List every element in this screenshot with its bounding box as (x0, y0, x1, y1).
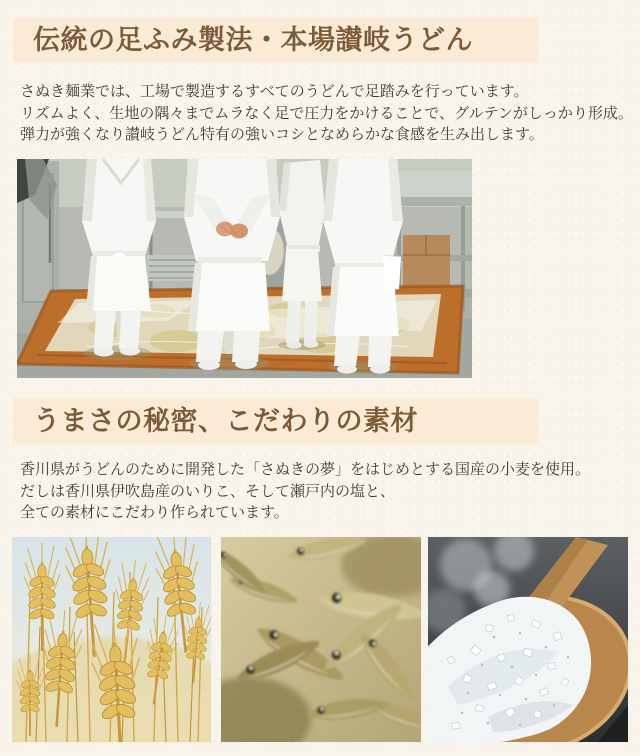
body-line: 全ての素材にこだわり作られています。 (20, 504, 289, 521)
section2-heading-band (13, 398, 538, 444)
body-line: 香川県がうどんのために開発した「さぬきの夢」をはじめとする国産の小麦を使用。 (20, 461, 591, 478)
body-line: 弾力が強くなり讃岐うどん特有の強いコシとなめらかな食感を生み出します。 (20, 126, 544, 143)
wheat-illustration (12, 537, 211, 742)
body-line: リズムよく、生地の隅々までムラなく足で圧力をかけることで、グルテンがしっかり形成。 (20, 104, 633, 122)
factory-foot-pressing-photo (17, 159, 472, 378)
iriko-dried-sardines-photo (221, 537, 421, 742)
section1-heading: 伝統の足ふみ製法・本場讃岐うどん (33, 25, 473, 55)
salt-illustration (428, 537, 628, 742)
section2-body-text (20, 459, 590, 524)
wheat-field-photo (12, 537, 211, 742)
body-line: だしは香川県伊吹島産のいりこ、そして瀬戸内の塩と、 (20, 482, 396, 500)
sea-salt-scoop-photo (428, 537, 628, 742)
section1-body-text (20, 81, 633, 146)
section1-heading-band (13, 18, 538, 62)
iriko-illustration (221, 537, 421, 742)
factory-photo-illustration (17, 159, 472, 378)
section2-heading: うまさの秘密、こだわりの素材 (33, 406, 418, 436)
body-line: さぬき麺業では、工場で製造するすべてのうどんで足踏みを行っています。 (20, 83, 529, 100)
